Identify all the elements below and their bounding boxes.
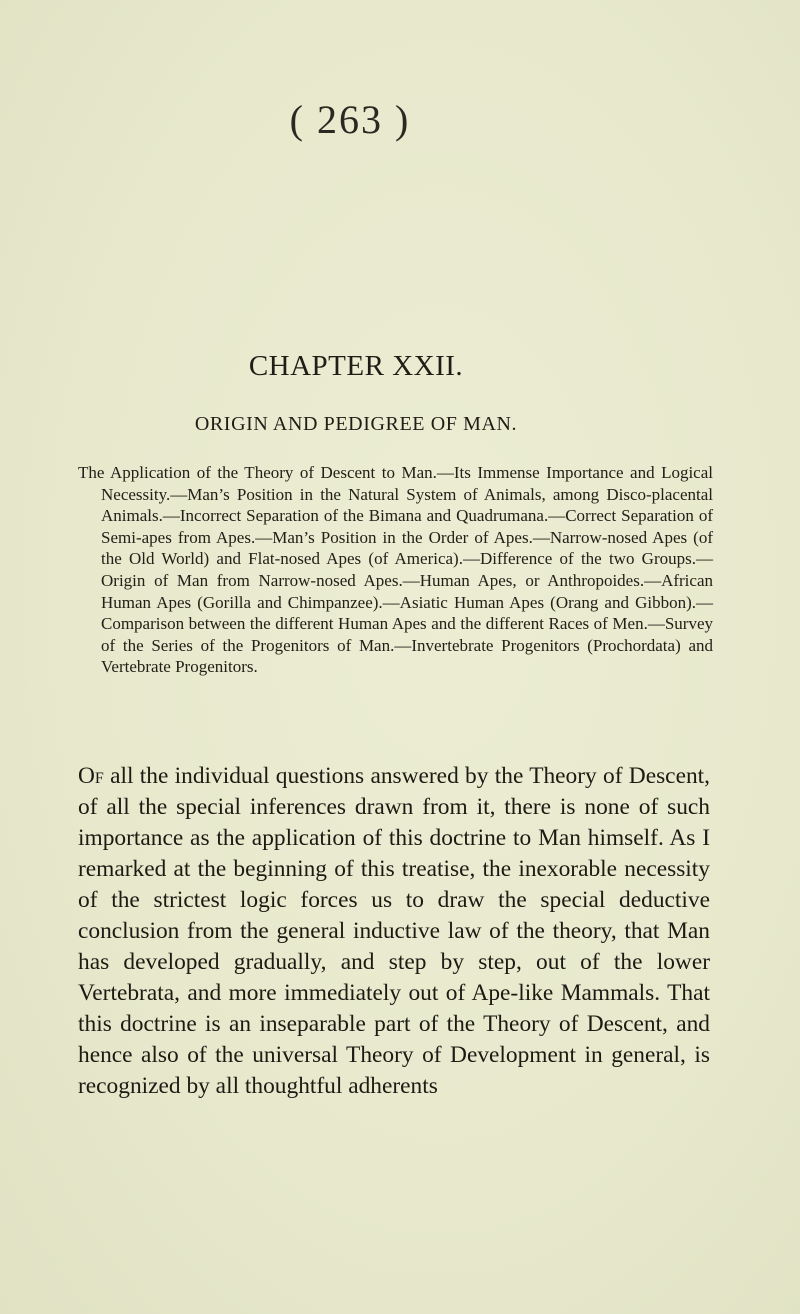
body-paragraph-text: all the individual questions answered by the Theory of Descent, of all the special inferences drawn from it, there is none of such importance as the application of this doctrine to Man himself. As I remarked at the beginning of this treatise, the inexorable necessity of the strictest logic forces us to draw the special deductive conclusion from the general inductive law of the theory, that Man has developed gradually, and step by step, out of the lower Vertebrata, and more immediately out of Ape-like Mammals. That this doctrine is an inseparable part of the Theory of Descent, and hence also of the universal Theory of Development in general, is recognized by all thoughtful adherents — [78, 763, 710, 1100]
body-paragraph — [78, 761, 710, 1102]
chapter-subtitle: ORIGIN AND PEDIGREE OF MAN. — [194, 413, 518, 435]
opening-word: Of — [78, 763, 104, 790]
page-number: ( 263 ) — [289, 97, 411, 142]
chapter-synopsis: The Application of the Theory of Descent to Man.—Its Immense Importance and Logical Necessity.—Man’s Position in the Natural System of Animals, among Disco-placental Animals.—Incorrect Separation of the Bimana and Quadrumana.—Correct Separation of Semi-apes from Apes.—Man’s Position in the Order of Apes.—Narrow-nosed Apes (of the Old World) and Flat-nosed Apes (of America).—Difference of the two Groups.—Origin of Man from Narrow-nosed Apes.—Human Apes, or Anthropoides.—African Human Apes (Gorilla and Chimpanzee).—Asiatic Human Apes (Orang and Gibbon).—Comparison between the different Human Apes and the different Races of Men.—Survey of the Series of the Progenitors of Man.—Invertebrate Progenitors (Prochordata) and Vertebrate Progenitors. — [78, 463, 713, 677]
chapter-title: CHAPTER XXII. — [248, 350, 464, 382]
